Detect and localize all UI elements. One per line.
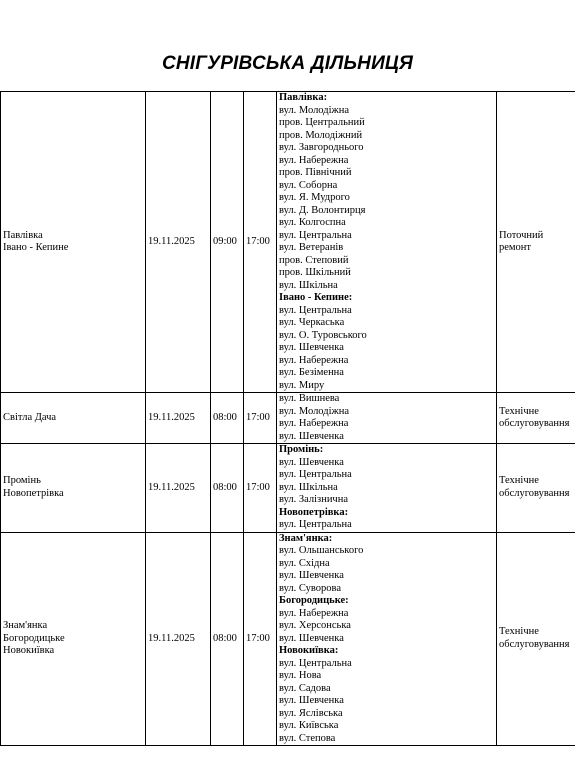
street-name: вул. Черкаська [279, 317, 345, 328]
street-name: вул. О. Туровського [279, 329, 367, 341]
street-name: вул. Молодіжна [279, 104, 350, 116]
settlement-heading: Промінь: [279, 444, 324, 455]
work-type-text: обслуговування [499, 487, 570, 499]
end-time-cell: 17:00 [244, 532, 277, 746]
start-time-cell: 08:00 [211, 393, 244, 444]
start-time-cell: 08:00 [211, 444, 244, 533]
settlement-heading: Павлівка: [279, 92, 328, 103]
street-name: вул. Я. Мудрого [279, 192, 350, 203]
street-name: вул. Садова [279, 682, 331, 694]
street-name: вул. Колгоспна [279, 217, 346, 228]
page-title: СНІГУРІВСЬКА ДІЛЬНИЦЯ [161, 53, 414, 74]
end-time-cell: 17:00 [244, 393, 277, 444]
work-type-cell [497, 532, 575, 746]
table-row [1, 532, 575, 746]
street-name: вул. Шевченка [279, 695, 344, 706]
street-name: вул. Шевченка [279, 430, 344, 442]
street-name: вул. Безіменна [279, 367, 344, 378]
streets-cell [277, 444, 497, 533]
street-name: вул. Ольшанського [279, 545, 364, 556]
street-name: вул. Молодіжна [279, 405, 350, 417]
settlement-name: Знам'янка [3, 620, 48, 631]
settlement-cell [1, 532, 146, 746]
street-name: вул. Шевченка [279, 456, 344, 468]
street-name: пров. Шкільний [279, 267, 351, 278]
date-cell: 19.11.2025 [146, 92, 211, 393]
date-cell: 19.11.2025 [146, 532, 211, 746]
settlement-name: Світла Дача [3, 411, 57, 423]
street-name: вул. Набережна [279, 418, 349, 429]
street-name: вул. Ветеранів [279, 242, 344, 253]
street-name: вул. Завгороднього [279, 142, 364, 153]
street-name: вул. Набережна [279, 607, 349, 619]
street-name: вул. Центральна [279, 657, 352, 669]
street-name: вул. Шкільна [279, 481, 338, 493]
street-name: вул. Київська [279, 720, 339, 731]
settlement-name: Івано - Кепине [3, 242, 69, 253]
street-name: вул. Шевченка [279, 632, 344, 644]
work-type-text: Технічне [499, 405, 539, 417]
date-cell: 19.11.2025 [146, 444, 211, 533]
street-name: вул. Шкільна [279, 279, 338, 291]
settlement-heading: Знам'янка: [279, 532, 333, 544]
street-name: вул. Нова [279, 670, 322, 681]
start-time-cell: 09:00 [211, 92, 244, 393]
street-name: вул. Набережна [279, 354, 349, 366]
settlement-heading: Івано - Кепине: [279, 292, 353, 303]
settlement-heading: Новокиївка: [279, 645, 339, 656]
street-name: пров. Центральний [279, 117, 365, 128]
street-name: вул. Центральна [279, 229, 352, 241]
settlement-name: Богородицьке [3, 632, 65, 644]
street-name: вул. Центральна [279, 304, 352, 316]
table-row [1, 393, 575, 444]
street-name: вул. Залізнична [279, 494, 348, 505]
streets-cell [277, 92, 497, 393]
streets-cell [277, 393, 497, 444]
settlement-name: Павлівка [3, 229, 43, 241]
settlement-cell [1, 444, 146, 533]
street-name: пров. Північний [279, 167, 352, 178]
settlement-name: Промінь [3, 475, 41, 487]
work-type-cell [497, 92, 575, 393]
streets-cell [277, 532, 497, 746]
settlement-heading: Богородицьке: [279, 595, 349, 606]
settlement-cell [1, 393, 146, 444]
work-type-text: обслуговування [499, 418, 570, 429]
street-name: пров. Степовий [279, 254, 349, 266]
schedule-body [1, 92, 575, 746]
outage-schedule-table [0, 91, 575, 746]
street-name: вул. Д. Волонтирця [279, 204, 366, 216]
work-type-cell [497, 444, 575, 533]
work-type-text: Поточний [499, 229, 544, 241]
street-name: вул. Шевченка [279, 342, 344, 353]
street-name: вул. Миру [279, 379, 325, 391]
settlement-name: Новокиївка [3, 645, 55, 656]
street-name: вул. Соборна [279, 179, 338, 191]
street-name: вул. Шевченка [279, 570, 344, 581]
date-cell: 19.11.2025 [146, 393, 211, 444]
street-name: вул. Східна [279, 557, 330, 569]
street-name: вул. Херсонська [279, 620, 351, 631]
settlement-cell [1, 92, 146, 393]
street-name: вул. Суворова [279, 582, 341, 594]
street-name: вул. Вишнева [279, 393, 340, 404]
work-type-cell [497, 393, 575, 444]
work-type-text: ремонт [499, 242, 532, 253]
end-time-cell: 17:00 [244, 92, 277, 393]
table-row [1, 444, 575, 533]
end-time-cell: 17:00 [244, 444, 277, 533]
street-name: пров. Молодіжний [279, 129, 363, 141]
table-row [1, 92, 575, 393]
street-name: вул. Центральна [279, 469, 352, 480]
start-time-cell: 08:00 [211, 532, 244, 746]
settlement-heading: Новопетрівка: [279, 506, 349, 518]
street-name: вул. Яслівська [279, 707, 343, 719]
street-name: вул. Центральна [279, 519, 352, 530]
street-name: вул. Набережна [279, 154, 349, 166]
work-type-text: Технічне [499, 626, 539, 638]
work-type-text: обслуговування [499, 638, 570, 650]
work-type-text: Технічне [499, 475, 539, 487]
street-name: вул. Степова [279, 732, 336, 744]
settlement-name: Новопетрівка [3, 487, 64, 499]
